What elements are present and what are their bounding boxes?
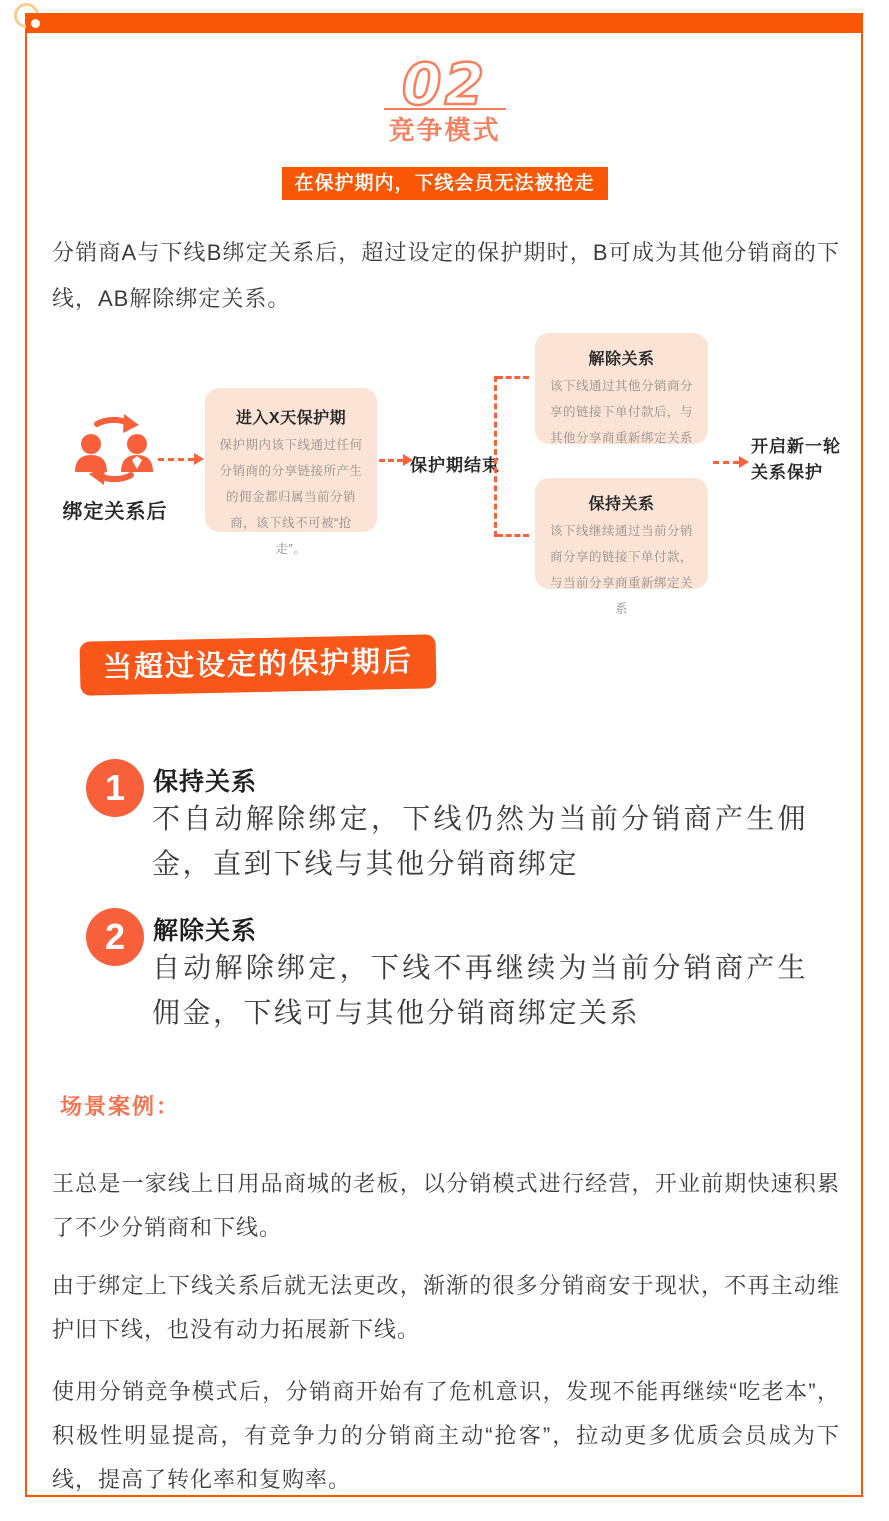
flow-protect-box-title: 进入X天保护期 [235, 410, 347, 427]
case-paragraph: 王总是一家线上日用品商城的老板，以分销模式进行经营，开业前期快速积累了不少分销商和下线。 [52, 1171, 840, 1240]
case-study-heading: 场景案例： [60, 1094, 181, 1119]
flow-end-label [751, 434, 841, 486]
subsection-banner: 当超过设定的保护期后 [79, 634, 436, 695]
section-number: 02 [401, 52, 488, 118]
item-number-badge: 2 [86, 908, 144, 966]
flow-unbind-box-title: 解除关系 [588, 351, 655, 368]
flow-keep-box-body: 该下线继续通过当前分销商分享的链接下单付款，与当前分享商重新绑定关系 [549, 524, 693, 616]
item-title: 解除关系 [153, 917, 258, 945]
flow-protect-box-body: 保护期内该下线通过任何分销商的分享链接所产生的佣金都归属当前分销商，该下线不可被“抢走”。 [219, 438, 363, 556]
intro-paragraph: 分销商A与下线B绑定关系后，超过设定的保护期时，B可成为其他分销商的下线，AB解除绑定关系。 [52, 240, 840, 311]
flow-keep-box-title: 保持关系 [588, 496, 655, 513]
exchange-people-icon [68, 408, 160, 492]
top-orange-bar [26, 13, 863, 33]
frame-left-border [25, 13, 27, 1497]
frame-right-border [861, 13, 863, 1497]
flow-start-label: 绑定关系后 [62, 501, 168, 523]
flow-unbind-box-body: 该下线通过其他分销商分享的链接下单付款后，与其他分享商重新绑定关系 [549, 379, 693, 445]
flow-branch-line [494, 376, 497, 537]
case-paragraph: 由于绑定上下线关系后就无法更改，渐渐的很多分销商安于现状，不再主动维护旧下线，也没有动力拓展新下线。 [52, 1273, 840, 1342]
flow-end-label-line1: 开启新一轮 [751, 437, 841, 456]
flow-branch-stub-bottom [497, 534, 529, 537]
flow-end-label-line2: 关系保护 [751, 463, 823, 482]
case-paragraph: 使用分销竞争模式后，分销商开始有了危机意识，发现不能再继续“吃老本”，积极性明显提高，有竞争力的分销商主动“抢客”，拉动更多优质会员成为下线，提高了转化率和复购率。 [52, 1379, 840, 1492]
item-number-badge: 1 [86, 759, 144, 817]
item-body: 不自动解除绑定，下线仍然为当前分销商产生佣金，直到下线与其他分销商绑定 [152, 803, 808, 879]
top-bar-dot-icon [31, 19, 40, 28]
flow-protect-box [205, 388, 377, 556]
flow-unbind-box [535, 333, 708, 444]
item-title: 保持关系 [153, 768, 258, 796]
dashed-arrow-icon [379, 459, 403, 462]
header-banner: 在保护期内，下线会员无法被抢走 [281, 167, 607, 200]
flow-mid-label: 保护期结束 [410, 456, 500, 475]
flow-branch-stub-top [497, 376, 529, 379]
item-body: 自动解除绑定，下线不再继续为当前分销商产生佣金，下线可与其他分销商绑定关系 [152, 952, 808, 1028]
dashed-arrow-icon [158, 458, 194, 461]
flow-keep-box [535, 478, 708, 616]
section-title: 竞争模式 [388, 115, 501, 145]
dashed-arrow-icon [713, 461, 739, 464]
